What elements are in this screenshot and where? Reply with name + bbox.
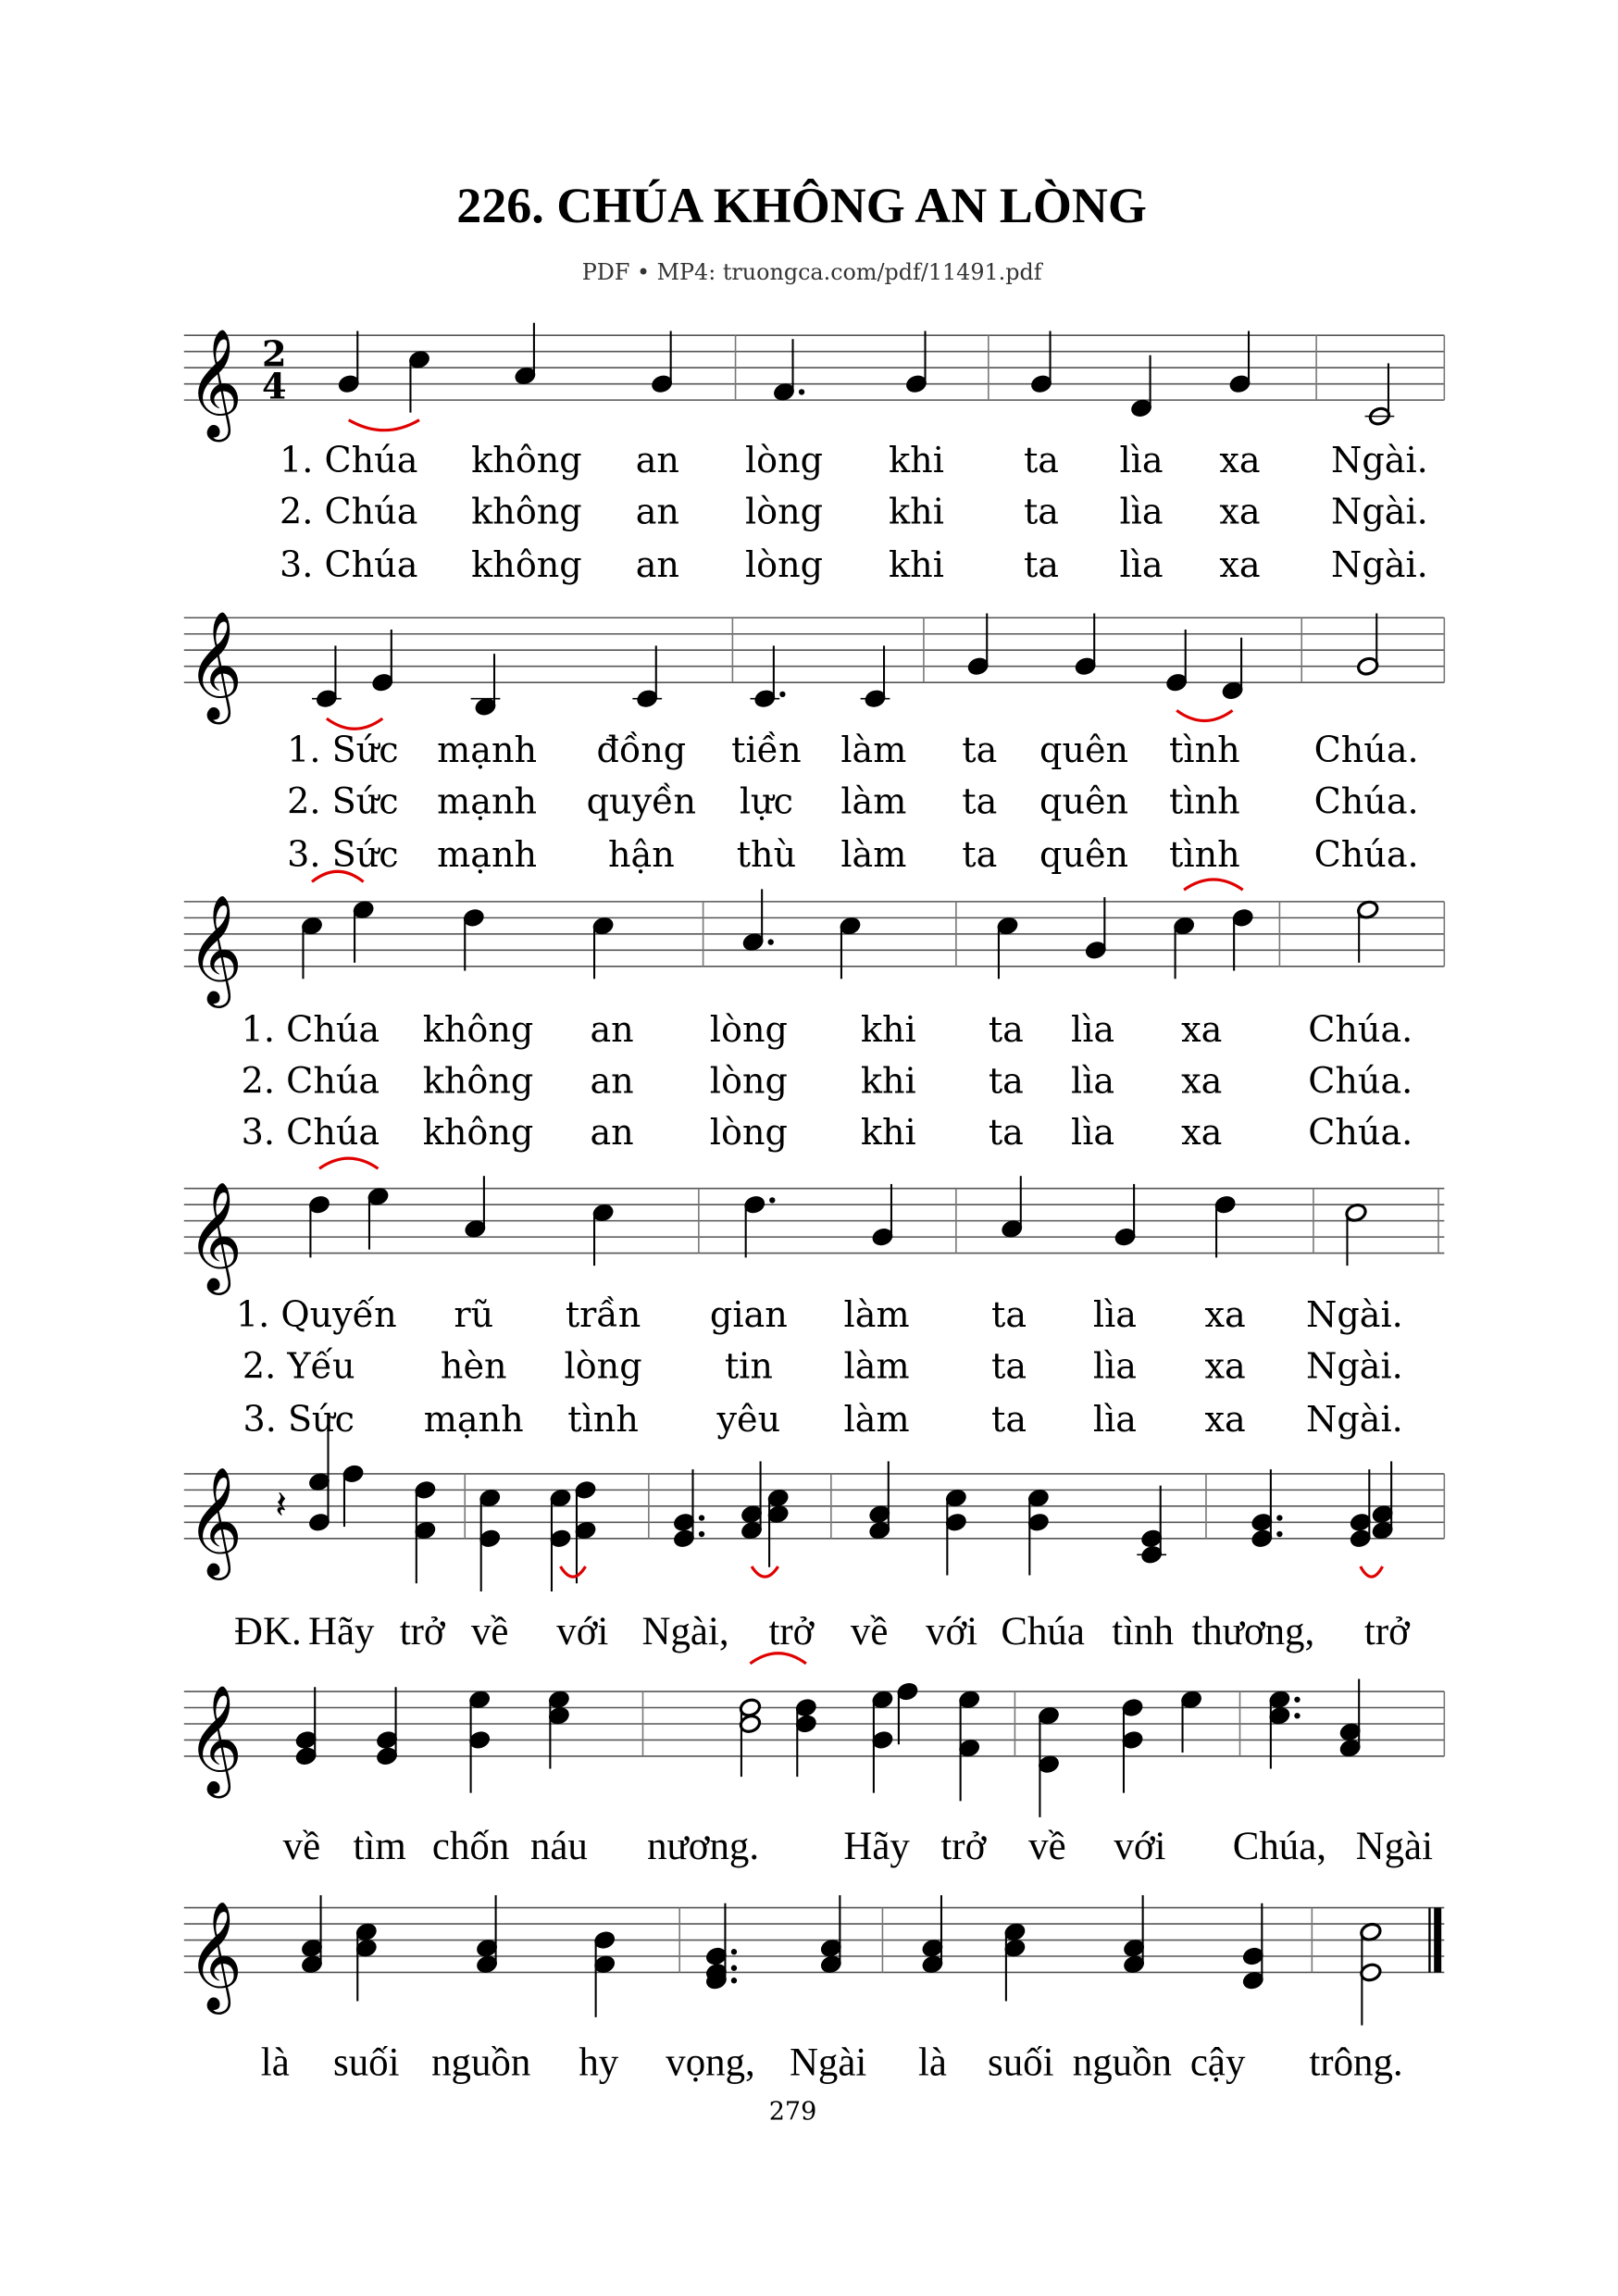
lyric-word: ta — [991, 1345, 1027, 1387]
lyric-word: Chúa, — [1232, 1825, 1327, 1869]
lyric-word: Ngài. — [1306, 1294, 1403, 1336]
lyric-word: thù — [736, 833, 797, 875]
time-signature-bottom: 4 — [261, 365, 287, 407]
dot — [1294, 1713, 1300, 1718]
staff-system — [184, 1158, 1445, 1295]
lyric-word: đồng — [596, 729, 687, 770]
lyric-word: tình — [567, 1398, 639, 1440]
lyric-word: không — [422, 1112, 534, 1154]
song-title: 226. CHÚA KHÔNG AN LÒNG — [456, 177, 1147, 233]
treble-clef-icon: 𝄞 — [186, 1466, 243, 1576]
lyric-word: suối — [988, 2040, 1054, 2085]
lyric-word: lìa — [1071, 1112, 1115, 1154]
lyric-word: mạnh — [423, 1398, 524, 1440]
treble-clef-icon: 𝄞 — [186, 610, 243, 720]
lyric-word: an — [590, 1112, 634, 1154]
lyric-word: ta — [962, 833, 998, 875]
lyric-word: ta — [988, 1008, 1024, 1050]
lyric-word: lìa — [1092, 1398, 1138, 1440]
lyric-word: Chúa. — [1308, 1060, 1413, 1102]
slur — [1184, 880, 1243, 890]
staff-system — [184, 871, 1445, 1008]
lyric-word: trần — [565, 1294, 641, 1336]
lyric-word: nương. — [647, 1825, 760, 1869]
lyric-word: hy — [579, 2040, 619, 2085]
lyric-word: làm — [840, 780, 907, 822]
lyric-word: ta — [991, 1398, 1027, 1440]
lyric-word: quyền — [586, 780, 697, 822]
lyric-word: làm — [843, 1345, 910, 1387]
dot — [699, 1531, 704, 1537]
lyric-word: mạnh — [437, 780, 538, 822]
lyric-word: lòng — [709, 1060, 788, 1102]
lyric-word: tiền — [731, 729, 802, 770]
lyric-word: làm — [840, 729, 907, 770]
lyric-word: xa — [1204, 1345, 1246, 1387]
lyric-word: Chúa. — [1313, 729, 1419, 770]
treble-clef-icon: 𝄞 — [186, 328, 243, 438]
lyric-word: khi — [860, 1008, 916, 1050]
lyric-word: 1. Chúa — [241, 1008, 380, 1050]
lyric-word: ta — [1023, 543, 1060, 585]
lyric-word: xa — [1181, 1060, 1223, 1102]
lyric-word: ta — [988, 1060, 1024, 1102]
lyric-word: làm — [843, 1294, 910, 1336]
lyric-word: Hãy — [843, 1825, 910, 1869]
lyric-word: về — [471, 1610, 509, 1654]
lyric-word: lòng — [744, 439, 824, 480]
lyric-word: quên — [1039, 780, 1129, 822]
dot — [779, 692, 785, 697]
lyric-word: lực — [739, 780, 793, 822]
lyric-word: Ngài — [1355, 1825, 1433, 1869]
lyric-word: xa — [1219, 543, 1261, 585]
lyric-word: không — [471, 439, 582, 480]
lyric-word: vọng, — [666, 2040, 755, 2085]
lyric-word: lìa — [1119, 543, 1164, 585]
treble-clef-icon: 𝄞 — [186, 893, 243, 1004]
lyric-word: là — [917, 2040, 947, 2085]
slur — [1361, 1566, 1383, 1577]
dot — [1294, 1697, 1300, 1703]
lyric-word: khi — [889, 543, 944, 585]
lyric-word: quên — [1039, 729, 1129, 770]
final-bar-thick — [1434, 1908, 1441, 1973]
lyric-word: 2. Chúa — [241, 1060, 380, 1102]
lyric-word: tìm — [353, 1825, 406, 1869]
lyric-word: an — [590, 1008, 634, 1050]
lyric-word: gian — [709, 1294, 788, 1336]
lyric-word: lòng — [744, 543, 824, 585]
lyric-word: lìa — [1071, 1060, 1115, 1102]
lyric-word: Ngài, — [641, 1610, 729, 1654]
staff-system — [184, 323, 1445, 443]
source-link[interactable]: PDF • MP4: truongca.com/pdf/11491.pdf — [581, 258, 1042, 285]
lyric-word: quên — [1039, 833, 1129, 875]
lyric-word: thương, — [1191, 1610, 1315, 1654]
lyric-word: Hãy — [308, 1610, 375, 1654]
lyric-word: chốn — [431, 1825, 510, 1869]
lyric-word: 2. Chúa — [280, 491, 418, 532]
lyric-word: mạnh — [437, 833, 538, 875]
lyric-word: náu — [529, 1825, 588, 1869]
dot — [731, 1965, 737, 1971]
lyric-word: ta — [962, 780, 998, 822]
lyric-word: hận — [607, 833, 675, 875]
lyric-word: Chúa. — [1313, 780, 1419, 822]
slur — [1176, 710, 1232, 720]
lyric-word: 3. Chúa — [241, 1112, 380, 1154]
lyric-word: tình — [1169, 729, 1240, 770]
slur — [327, 718, 382, 729]
lyric-word: rũ — [454, 1294, 494, 1336]
staff-system — [184, 610, 1445, 729]
lyric-word: ta — [991, 1294, 1027, 1336]
staff-system — [184, 1895, 1445, 2026]
lyric-word: lòng — [709, 1008, 788, 1050]
lyric-word: tin — [724, 1345, 773, 1387]
lyric-word: về — [850, 1610, 889, 1654]
lyric-word: với — [1114, 1825, 1166, 1869]
lyric-word: 1. Sức — [287, 729, 399, 770]
lyric-word: Ngài — [789, 2040, 867, 2085]
lyric-word: nguồn — [1072, 2040, 1172, 2085]
lyric-word: lìa — [1119, 491, 1164, 532]
lyric-word: 3. Sức — [243, 1398, 355, 1440]
treble-clef-icon: 𝄞 — [186, 1180, 243, 1291]
dot — [769, 1197, 775, 1203]
lyric-word: khi — [860, 1112, 916, 1154]
lyric-word: không — [422, 1060, 534, 1102]
slur — [561, 1566, 586, 1577]
lyric-word: ta — [1023, 439, 1060, 480]
lyric-word: 2. Yếu — [242, 1345, 355, 1387]
lyric-word: xa — [1181, 1008, 1223, 1050]
lyric-word: làm — [840, 833, 907, 875]
lyric-word: làm — [843, 1398, 910, 1440]
lyric-word: an — [590, 1060, 634, 1102]
lyric-word: 3. Chúa — [280, 543, 418, 585]
lyric-word: khi — [860, 1060, 916, 1102]
lyric-word: là — [260, 2040, 290, 2085]
lyric-word: lìa — [1092, 1345, 1138, 1387]
dot — [1276, 1515, 1282, 1520]
dot — [699, 1515, 704, 1520]
lyric-word: hèn — [440, 1345, 507, 1387]
lyric-word: trở — [1363, 1610, 1410, 1654]
lyric-word: Ngài. — [1331, 491, 1428, 532]
lyric-word: ĐK. — [234, 1610, 302, 1654]
lyric-word: cậy — [1189, 2040, 1246, 2085]
lyric-word: Ngài. — [1331, 543, 1428, 585]
quarter-rest-icon: 𝄽 — [275, 1482, 287, 1528]
lyric-word: Ngài. — [1331, 439, 1428, 480]
lyric-word: trở — [399, 1610, 445, 1654]
dot — [799, 389, 804, 394]
lyric-word: lìa — [1119, 439, 1164, 480]
dot — [768, 939, 774, 944]
lyric-word: Chúa. — [1308, 1112, 1413, 1154]
lyric-word: lòng — [564, 1345, 642, 1387]
lyric-word: Chúa. — [1308, 1008, 1413, 1050]
dot — [731, 1978, 737, 1983]
staff-system — [184, 1653, 1445, 1817]
lyric-word: khi — [889, 491, 944, 532]
lyric-word: về — [1028, 1825, 1066, 1869]
lyric-word: tình — [1169, 833, 1240, 875]
lyric-word: lòng — [744, 491, 824, 532]
slur — [349, 420, 419, 430]
treble-clef-icon: 𝄞 — [186, 1683, 243, 1793]
slur — [752, 1566, 778, 1577]
lyric-word: Ngài. — [1306, 1345, 1403, 1387]
slur — [319, 1158, 379, 1168]
lyric-word: xa — [1219, 439, 1261, 480]
time-signature-top: 2 — [261, 332, 287, 375]
dot — [1276, 1531, 1282, 1537]
lyric-word: ta — [1023, 491, 1060, 532]
lyric-word: Chúa. — [1313, 833, 1419, 875]
lyric-word: ta — [962, 729, 998, 770]
lyric-word: với — [926, 1610, 978, 1654]
lyric-word: 2. Sức — [287, 780, 399, 822]
lyric-word: không — [422, 1008, 534, 1050]
lyric-word: an — [635, 543, 679, 585]
dot — [731, 1949, 737, 1954]
staff-system — [184, 1429, 1445, 1591]
lyric-word: không — [471, 491, 582, 532]
lyric-word: lìa — [1092, 1294, 1138, 1336]
lyric-word: không — [471, 543, 582, 585]
lyric-word: 3. Sức — [287, 833, 399, 875]
lyric-word: xa — [1204, 1294, 1246, 1336]
slur — [750, 1653, 805, 1664]
lyric-word: Chúa — [1001, 1610, 1085, 1654]
lyric-word: Ngài. — [1306, 1398, 1403, 1440]
lyric-word: xa — [1204, 1398, 1246, 1440]
lyric-word: xa — [1181, 1112, 1223, 1154]
page-number: 279 — [768, 2097, 817, 2127]
lyric-word: mạnh — [437, 729, 538, 770]
treble-clef-icon: 𝄞 — [186, 1900, 243, 2010]
lyric-word: về — [282, 1825, 321, 1869]
lyric-word: lìa — [1071, 1008, 1115, 1050]
lyric-word: nguồn — [431, 2040, 531, 2085]
lyrics — [234, 440, 1433, 2085]
lyric-word: trở — [940, 1825, 987, 1869]
lyric-word: lòng — [709, 1112, 788, 1154]
lyric-word: ta — [988, 1112, 1024, 1154]
lyric-word: 1. Chúa — [280, 439, 418, 480]
lyric-word: an — [635, 439, 679, 480]
lyric-word: an — [635, 491, 679, 532]
lyric-word: tình — [1169, 780, 1240, 822]
lyric-word: trông. — [1309, 2040, 1403, 2085]
lyric-word: xa — [1219, 491, 1261, 532]
lyric-word: suối — [333, 2040, 400, 2085]
lyric-word: trở — [768, 1610, 815, 1654]
lyric-word: 1. Quyến — [235, 1294, 397, 1336]
lyric-word: tình — [1112, 1610, 1174, 1654]
lyric-word: yêu — [716, 1398, 781, 1440]
lyric-word: khi — [889, 439, 944, 480]
lyric-word: với — [556, 1610, 609, 1654]
